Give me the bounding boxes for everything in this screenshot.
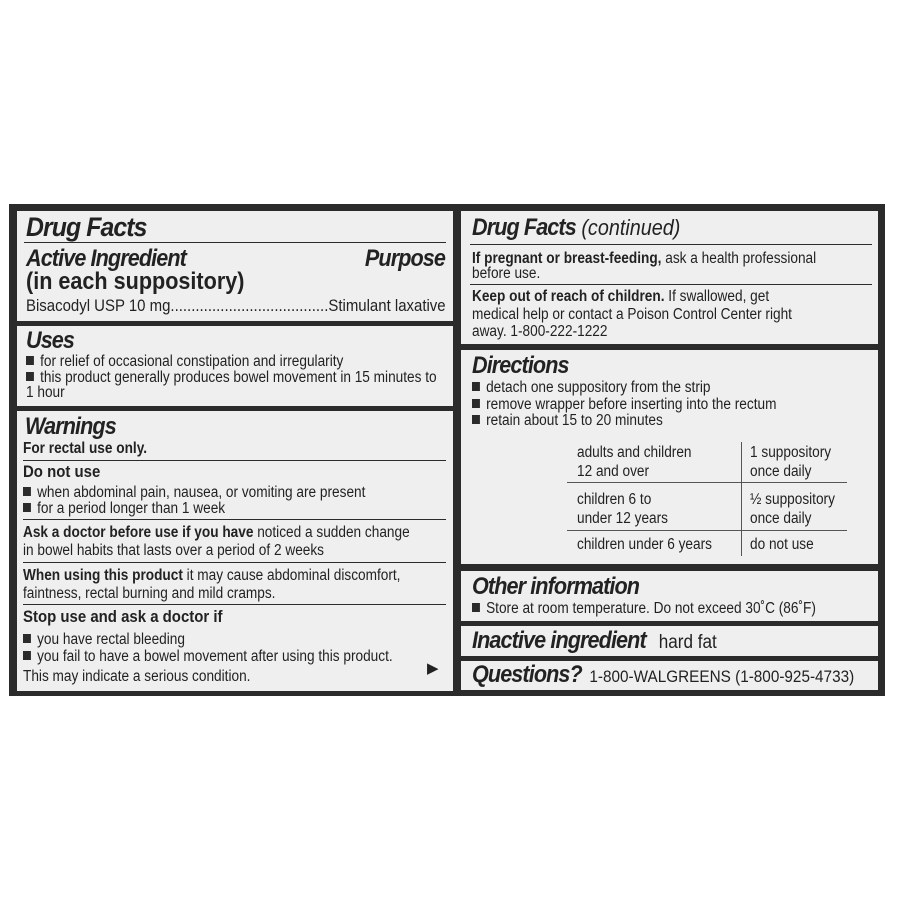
purpose-value: Stimulant laxative <box>328 296 446 315</box>
bullet-icon <box>472 603 480 612</box>
when-using-line2: faintness, rectal burning and mild cramps. <box>23 585 276 602</box>
dosage-dose-row3: do not use <box>750 536 814 553</box>
active-ingredient-heading: Active Ingredient <box>26 245 186 272</box>
ingredient-line <box>26 298 446 314</box>
bullet-icon <box>26 356 34 365</box>
bullet-icon <box>23 651 31 660</box>
warnings-heading: Warnings <box>25 413 116 440</box>
suppository-subheading: (in each suppository) <box>26 268 245 295</box>
dosage-age-row3: children under 6 years <box>577 536 712 553</box>
dosage-age-row2: children 6 to under 12 years <box>577 491 668 527</box>
continue-arrow-icon: ▶ <box>427 660 439 677</box>
ingredient-name: Bisacodyl USP 10 mg <box>26 296 171 315</box>
active-ingredient-panel <box>17 211 453 321</box>
uses-item: for relief of occasional constipation and irregularity <box>26 354 343 370</box>
do-not-use-item: when abdominal pain, nausea, or vomiting are present <box>23 485 365 501</box>
questions-phone: 1-800-WALGREENS (1-800-925-4733) <box>589 667 855 686</box>
stop-use-heading: Stop use and ask a doctor if <box>23 607 223 626</box>
leader-dots: ...................................... <box>170 296 329 315</box>
dosage-dose-row2: ½ suppository once daily <box>750 491 835 527</box>
dosage-dose-row1: 1 suppository once daily <box>750 444 832 480</box>
serious-condition: This may indicate a serious condition. <box>23 668 251 685</box>
bullet-icon <box>26 372 34 381</box>
bullet-icon <box>23 487 31 496</box>
directions-item: detach one suppository from the strip <box>472 380 711 396</box>
bullet-icon <box>472 415 480 424</box>
do-not-use-item: for a period longer than 1 week <box>23 501 225 517</box>
poison-control-number: away. 1-800-222-1222 <box>472 323 608 340</box>
rectal-use-only: For rectal use only. <box>23 440 148 457</box>
bullet-icon <box>472 399 480 408</box>
directions-panel <box>461 350 878 564</box>
bullet-icon <box>472 382 480 391</box>
stop-use-item: you fail to have a bowel movement after using this product. <box>23 649 393 665</box>
other-information-item: Store at room temperature. Do not exceed 30˚C (86˚F) <box>472 601 816 617</box>
keep-out-reach: Keep out of reach of children. If swallowed, get <box>472 288 770 305</box>
ask-doctor-line: Ask a doctor before use if you have noticed a sudden change <box>23 524 410 541</box>
continued-panel <box>461 211 878 344</box>
other-information-heading: Other information <box>472 573 640 600</box>
uses-item-continued: 1 hour <box>26 384 65 401</box>
other-information-panel <box>461 571 878 621</box>
questions-line: Questions? 1-800-WALGREENS (1-800-925-4733) <box>472 661 855 688</box>
bullet-icon <box>23 503 31 512</box>
inactive-ingredient-panel <box>461 626 878 656</box>
uses-panel <box>17 326 453 406</box>
stop-use-item: you have rectal bleeding <box>23 632 185 648</box>
drug-facts-title: Drug Facts <box>26 212 147 242</box>
warnings-panel <box>17 411 453 691</box>
directions-item: retain about 15 to 20 minutes <box>472 413 663 429</box>
bullet-icon <box>23 634 31 643</box>
uses-item: this product generally produces bowel movement in 15 minutes to <box>26 370 437 386</box>
inactive-ingredient-line: Inactive ingredient hard fat <box>472 627 717 654</box>
inactive-ingredient-value: hard fat <box>658 632 717 653</box>
do-not-use-heading: Do not use <box>23 462 101 481</box>
keep-out-reach-line2: medical help or contact a Poison Control Center right <box>472 306 792 323</box>
pregnant-warning: If pregnant or breast-feeding, ask a health professional <box>472 250 817 267</box>
ask-doctor-line2: in bowel habits that lasts over a period of 2 weeks <box>23 542 325 559</box>
pregnant-warning-line2: before use. <box>472 265 541 282</box>
uses-heading: Uses <box>26 327 75 354</box>
when-using-line: When using this product it may cause abdominal discomfort, <box>23 567 401 584</box>
dosage-age-row1: adults and children 12 and over <box>577 444 692 480</box>
purpose-heading: Purpose <box>364 245 445 272</box>
continued-title: Drug Facts (continued) <box>472 214 681 241</box>
directions-heading: Directions <box>472 352 569 379</box>
questions-panel <box>461 661 878 690</box>
directions-item: remove wrapper before inserting into the rectum <box>472 397 776 413</box>
